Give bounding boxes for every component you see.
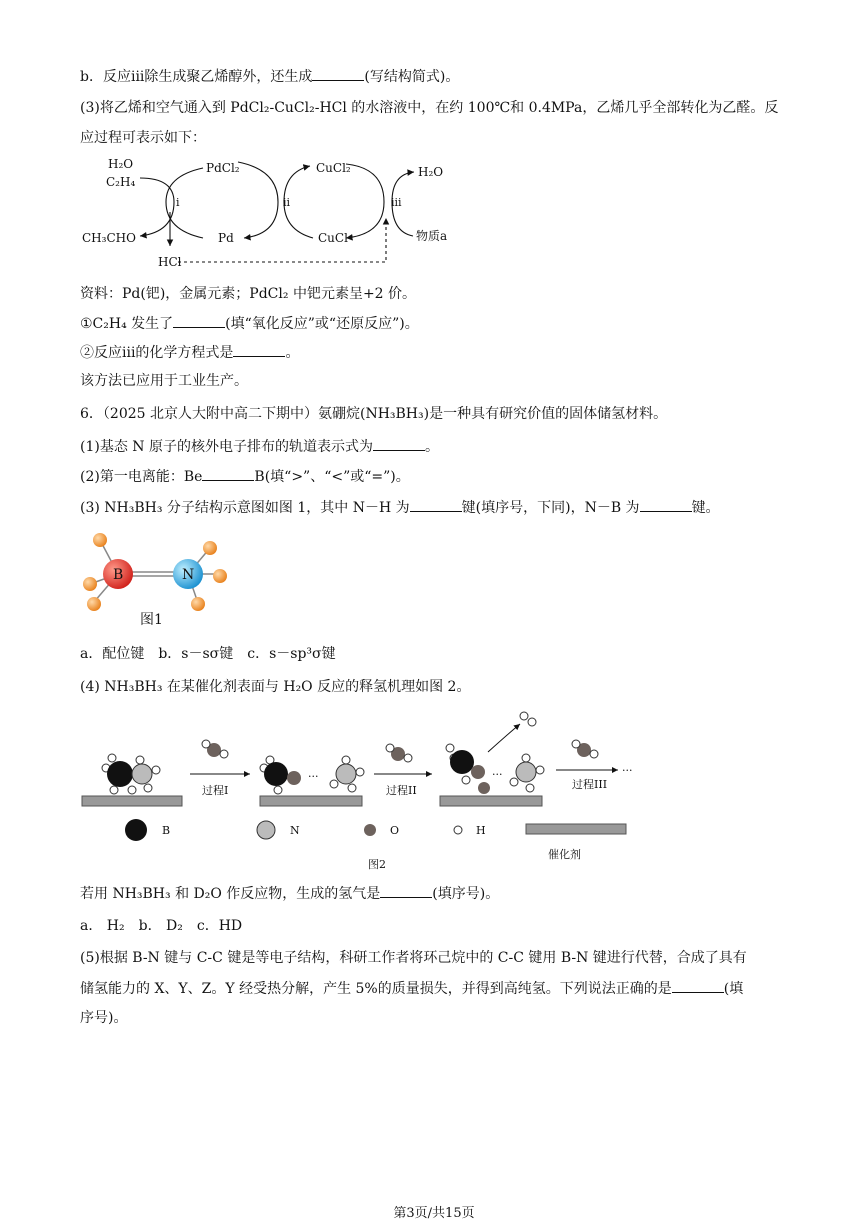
answer-blank[interactable] <box>373 436 425 451</box>
info-line: 资料：Pd(钯)，金属元素；PdCl₂ 中钯元素呈+2 价。 <box>80 286 417 302</box>
svg-text:B: B <box>162 824 171 837</box>
svg-text:N: N <box>290 824 300 837</box>
question-title: 6．（2025 北京人大附中高二下期中）氨硼烷(NH₃BH₃)是一种具有研究价值的固体储氢材料。 <box>80 406 668 422</box>
legend-hydrogen <box>454 826 462 834</box>
legend-boron <box>125 819 147 841</box>
question-line: (4) NH₃BH₃ 在某催化剂表面与 H₂O 反应的释氢机理如图 2。 <box>80 679 471 695</box>
page-footer: 第3页/共15页 <box>393 1206 475 1221</box>
question-line: (2)第一电离能：Be B(填“>”、“<”或“=”)。 <box>80 466 410 487</box>
label-h2o-out: H₂O <box>418 165 444 179</box>
label-step-ii: ii <box>283 196 291 209</box>
hydrogen-atom <box>191 597 205 611</box>
hydrogen-atom <box>213 569 227 583</box>
ammonia-borane-molecule <box>102 754 160 794</box>
label-c2h4: C₂H₄ <box>106 175 136 189</box>
answer-blank[interactable] <box>640 497 692 512</box>
catalyst-surface <box>82 796 182 806</box>
label-ch3cho: CH₃CHO <box>82 231 136 245</box>
svg-text:H: H <box>476 824 486 837</box>
legend-catalyst <box>526 824 626 834</box>
label-substance-a: 物质a <box>416 229 448 243</box>
answer-blank[interactable] <box>380 883 432 898</box>
question-line: 应过程可表示如下： <box>80 130 206 146</box>
hydrogen-atom <box>83 577 97 591</box>
answer-blank[interactable] <box>233 342 285 357</box>
catalyst-surface <box>440 796 542 806</box>
options-line: a．配位键 b．s－sσ键 c．s－sp³σ键 <box>80 646 336 662</box>
answer-blank[interactable] <box>672 978 724 993</box>
label-step-i: i <box>176 196 180 209</box>
info-line: 该方法已应用于工业生产。 <box>80 373 248 389</box>
step-3-label: 过程III <box>572 778 608 791</box>
hydrogen-atom <box>203 541 217 555</box>
label-cucl: CuCl <box>318 231 348 245</box>
svg-text:···: ··· <box>492 768 503 781</box>
question-line: ②反应iii的化学方程式是 。 <box>80 342 299 363</box>
question-line: 序号)。 <box>80 1010 128 1026</box>
svg-text:···: ··· <box>622 764 633 777</box>
figure-2-mechanism <box>78 706 658 876</box>
label-hcl: HCl <box>158 255 182 269</box>
step-1-label: 过程I <box>202 784 229 797</box>
step-2-label: 过程II <box>386 784 417 797</box>
answer-blank[interactable] <box>173 313 225 328</box>
question-line: (3)将乙烯和空气通入到 PdCl₂-CuCl₂-HCl 的水溶液中，在约 100℃和 0.4MPa，乙烯几乎全部转化为乙醛。反 <box>80 100 779 116</box>
options-line: a． H₂ b． D₂ c．HD <box>80 918 243 934</box>
legend-nitrogen <box>257 821 275 839</box>
answer-blank[interactable] <box>202 466 254 481</box>
figure-1-molecule <box>78 528 238 630</box>
svg-text:催化剂: 催化剂 <box>548 848 581 861</box>
question-line: (5)根据 B-N 键与 C-C 键是等电子结构，科研工作者将环己烷中的 C-C 键用 B-N 键进行代替，合成了具有 <box>80 950 747 966</box>
question-line: ①C₂H₄ 发生了 (填“氧化反应”或“还原反应”)。 <box>80 313 419 334</box>
svg-text:N: N <box>182 567 195 583</box>
svg-text:B: B <box>113 567 124 583</box>
answer-blank[interactable] <box>410 497 462 512</box>
question-line: (1)基态 N 原子的核外电子排布的轨道表示式为 。 <box>80 436 439 457</box>
label-pd: Pd <box>218 231 234 245</box>
legend-oxygen <box>364 824 376 836</box>
svg-text:O: O <box>390 824 400 837</box>
label-pdcl2: PdCl₂ <box>206 161 240 175</box>
hydrogen-atom <box>93 533 107 547</box>
reaction-cycle-scheme <box>78 150 478 270</box>
svg-text:···: ··· <box>308 770 319 783</box>
hydrogen-atom <box>87 597 101 611</box>
label-h2o: H₂O <box>108 157 134 171</box>
question-line: 储氢能力的 X、Y、Z。Y 经受热分解，产生 5%的质量损失，并得到高纯氢。下列说法正确的是 (填 <box>80 978 743 999</box>
label-cucl2: CuCl₂ <box>316 161 351 175</box>
label-step-iii: iii <box>391 196 402 209</box>
question-line: (3) NH₃BH₃ 分子结构示意图如图 1，其中 N－H 为 键(填序号，下同)，N－B 为 键。 <box>80 497 720 518</box>
intermediate-molecule <box>260 756 364 794</box>
catalyst-surface <box>260 796 362 806</box>
question-line: b．反应iii除生成聚乙烯醇外，还生成 (写结构简式)。 <box>80 66 459 87</box>
answer-blank[interactable] <box>312 66 364 81</box>
intermediate-molecule <box>446 744 544 794</box>
figure-2-caption: 图2 <box>368 858 386 871</box>
question-line: 若用 NH₃BH₃ 和 D₂O 作反应物，生成的氢气是 (填序号)。 <box>80 883 499 904</box>
figure-1-caption: 图1 <box>140 612 163 628</box>
